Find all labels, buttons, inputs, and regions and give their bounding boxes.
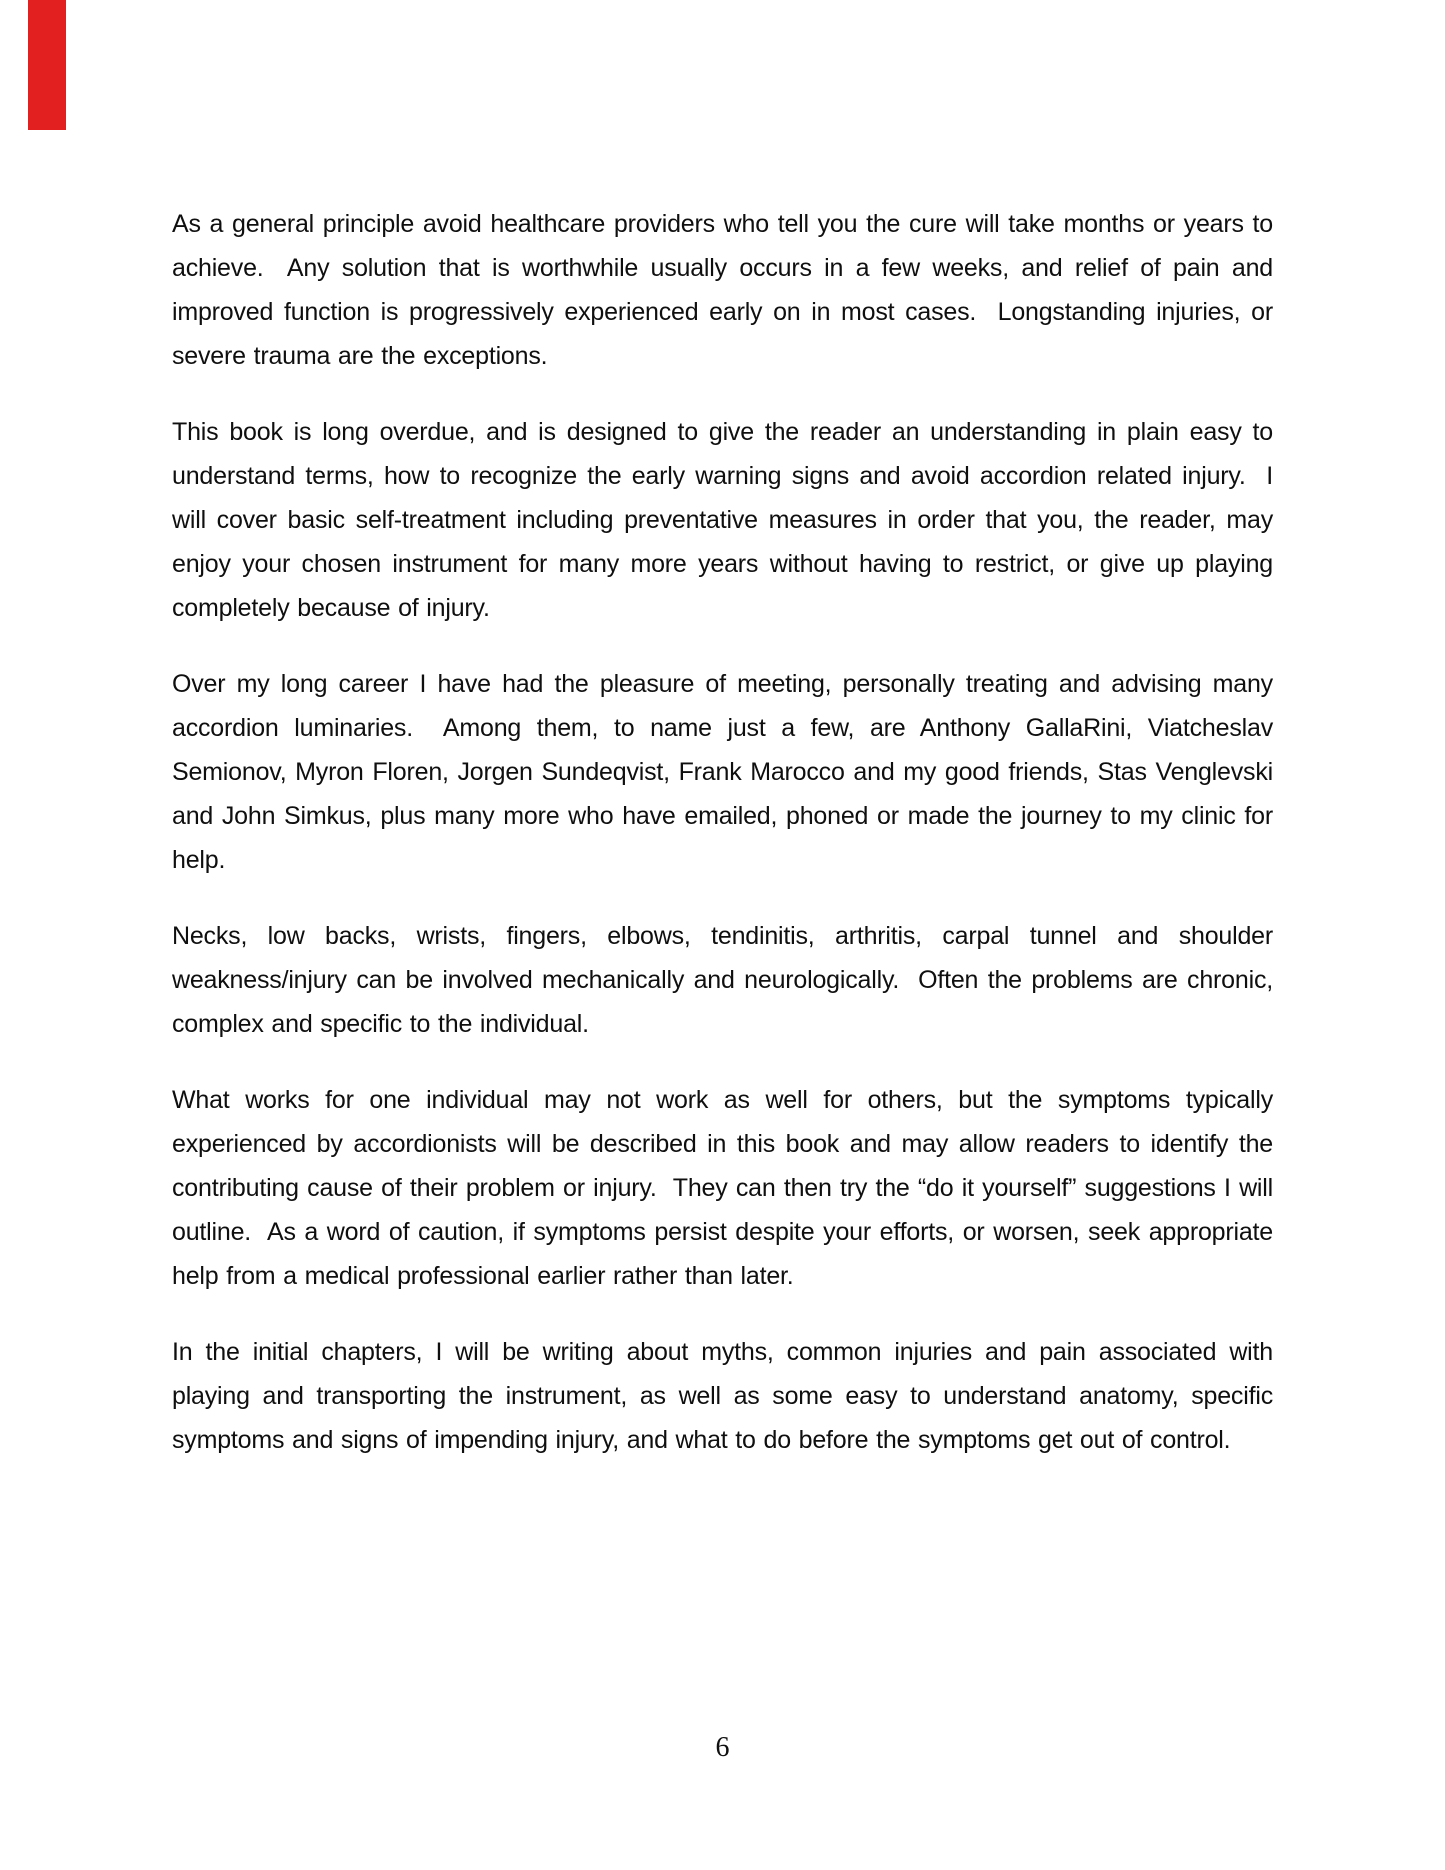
paragraph-3: Over my long career I have had the pleasure of meeting, personally treating and advising many accordion luminaries. Among them, to name just a few, are Anthony GallaRini, Viatcheslav Semionov, Myron Floren, Jorgen Sundeqvist, Frank Marocco and my good friends, Stas Venglevski and John Simkus, plus many more who have emailed, phoned or made the journey to my clinic for help.	[172, 670, 1281, 874]
page-number: 6	[715, 1732, 730, 1763]
paragraph-4: Necks, low backs, wrists, fingers, elbows, tendinitis, arthritis, carpal tunnel and shoulder weakness/injury can be involved mechanically and neurologically. Often the problems are chronic, complex and specific to the individual.	[172, 922, 1281, 1038]
paragraph-2: This book is long overdue, and is designed to give the reader an understanding in plain easy to understand terms, how to recognize the early warning signs and avoid accordion related injury. I will cover basic self-treatment including preventative measures in order that you, the reader, may enjoy your chosen instrument for many more years without having to restrict, or give up playing completely because of injury.	[172, 418, 1281, 622]
red-corner-marker	[28, 0, 66, 130]
paragraph-1: As a general principle avoid healthcare providers who tell you the cure will take months or years to achieve. Any solution that is worthwhile usually occurs in a few weeks, and relief of pain and improved function is progressively experienced early on in most cases. Longstanding injuries, or severe trauma are the exceptions.	[172, 210, 1281, 370]
page-content	[172, 202, 1281, 1494]
paragraph-5: What works for one individual may not work as well for others, but the symptoms typically experienced by accordionists will be described in this book and may allow readers to identify the contributing cause of their problem or injury. They can then try the “do it yourself” suggestions I will outline. As a word of caution, if symptoms persist despite your efforts, or worsen, seek appropriate help from a medical professional earlier rather than later.	[172, 1086, 1281, 1290]
paragraph-6: In the initial chapters, I will be writing about myths, common injuries and pain associated with playing and transporting the instrument, as well as some easy to understand anatomy, specific symptoms and signs of impending injury, and what to do before the symptoms get out of control.	[172, 1338, 1281, 1454]
